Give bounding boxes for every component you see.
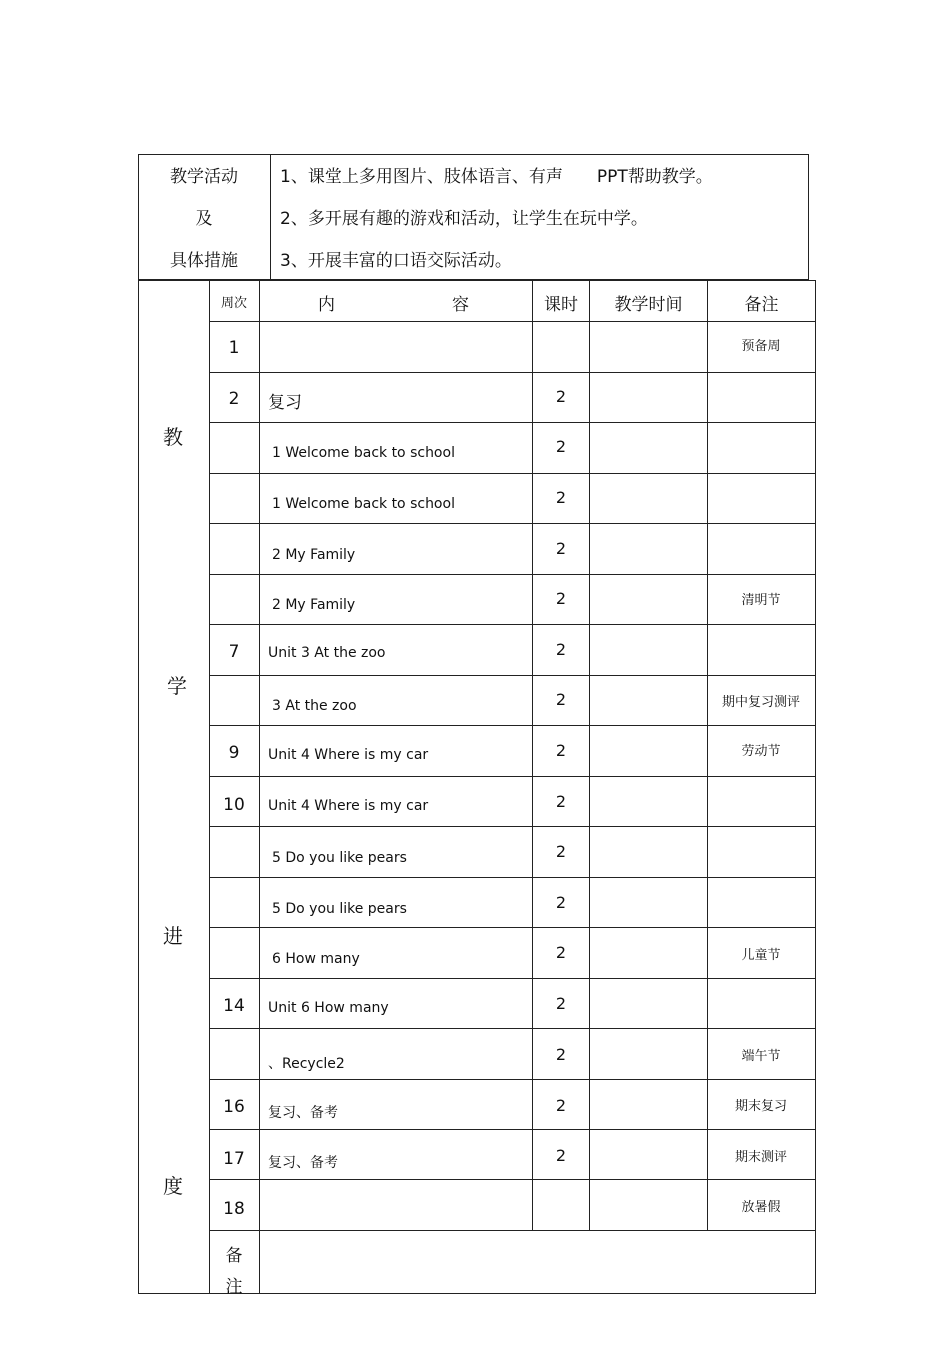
- row-note: 清明节: [741, 593, 781, 608]
- row-line: [209, 523, 816, 524]
- row-line: [209, 624, 816, 625]
- row-note: 期末复习: [734, 1099, 787, 1114]
- row-hours: 2: [555, 792, 567, 811]
- row-hours: 2: [555, 1146, 567, 1165]
- row-note: 端午节: [741, 1049, 781, 1064]
- row-content: 6 How many: [272, 951, 360, 967]
- remarks-label-char-1: 备: [225, 1246, 243, 1266]
- row-content: 1 Welcome back to school: [272, 445, 455, 461]
- row-week: 18: [223, 1199, 245, 1219]
- activities-divider: [270, 154, 271, 280]
- row-line: [209, 776, 816, 777]
- row-line: [209, 978, 816, 979]
- row-line: [209, 927, 816, 928]
- row-content: 5 Do you like pears: [272, 901, 407, 917]
- row-note: 预备周: [741, 339, 781, 354]
- col-line-week: [209, 280, 210, 1294]
- row-line: [209, 321, 816, 322]
- row-week: 2: [228, 389, 240, 409]
- activities-label-line2: 及: [195, 209, 213, 229]
- activities-label-line3: 具体措施: [170, 251, 238, 271]
- row-hours: 2: [555, 1096, 567, 1115]
- row-content: Unit 6 How many: [268, 1000, 389, 1016]
- row-week: 10: [223, 795, 245, 815]
- row-content: 复习、备考: [268, 1155, 338, 1171]
- row-hours: 2: [555, 437, 567, 456]
- row-hours: 2: [555, 690, 567, 709]
- row-hours: 2: [555, 589, 567, 608]
- row-content: 5 Do you like pears: [272, 850, 407, 866]
- row-note: 儿童节: [741, 948, 781, 963]
- row-line: [209, 725, 816, 726]
- row-hours: 2: [555, 994, 567, 1013]
- row-line: [209, 574, 816, 575]
- schedule-table: [138, 280, 816, 1294]
- activity-item-1: 1、课堂上多用图片、肢体语言、有声 PPT帮助教学。: [280, 167, 713, 187]
- row-content: 3 At the zoo: [272, 698, 357, 714]
- row-line: [209, 1129, 816, 1130]
- row-line: [209, 422, 816, 423]
- row-line: [209, 1179, 816, 1180]
- side-label-char-2: 学: [167, 674, 187, 698]
- header-hours: 课时: [544, 295, 578, 315]
- row-hours: 2: [555, 943, 567, 962]
- side-label-char-3: 进: [163, 924, 183, 948]
- row-week: 7: [228, 642, 240, 662]
- header-content-left: 内: [318, 295, 335, 315]
- row-line: [209, 877, 816, 878]
- row-note: 期中复习测评: [721, 695, 800, 710]
- row-content: Unit 4 Where is my car: [268, 798, 429, 814]
- row-note: 放暑假: [741, 1200, 781, 1215]
- col-line-content: [259, 280, 260, 1294]
- row-hours: 2: [555, 842, 567, 861]
- row-content: Unit 3 At the zoo: [268, 645, 386, 661]
- row-hours: 2: [555, 488, 567, 507]
- row-note: 期末测评: [734, 1150, 787, 1165]
- row-week: 1: [228, 338, 240, 358]
- activity-item-2: 2、多开展有趣的游戏和活动，让学生在玩中学。: [280, 209, 648, 229]
- header-time: 教学时间: [614, 295, 683, 315]
- row-line: [209, 826, 816, 827]
- header-week: 周次: [220, 296, 247, 311]
- side-label-char-4: 度: [163, 1174, 183, 1198]
- row-hours: 2: [555, 1045, 567, 1064]
- activity-item-3: 3、开展丰富的口语交际活动。: [280, 251, 512, 271]
- row-line: [209, 1230, 816, 1231]
- row-content: Unit 4 Where is my car: [268, 747, 429, 763]
- row-week: 17: [223, 1149, 245, 1169]
- row-line: [209, 1079, 816, 1080]
- remarks-label-char-2: 注: [225, 1277, 243, 1297]
- row-content: 1 Welcome back to school: [272, 496, 455, 512]
- row-hours: 2: [555, 893, 567, 912]
- row-content: 2 My Family: [272, 597, 356, 613]
- row-note: 劳动节: [741, 744, 781, 759]
- row-content: 2 My Family: [272, 547, 356, 563]
- header-content-right: 容: [452, 295, 469, 315]
- header-notes: 备注: [744, 295, 779, 315]
- row-content: 复习、备考: [268, 1105, 338, 1121]
- row-line: [209, 372, 816, 373]
- row-hours: 2: [555, 539, 567, 558]
- row-content: 复习: [268, 393, 302, 413]
- row-content: 、Recycle2: [268, 1056, 345, 1072]
- row-week: 16: [223, 1097, 245, 1117]
- row-hours: 2: [555, 640, 567, 659]
- row-line: [209, 675, 816, 676]
- row-week: 14: [223, 996, 245, 1016]
- row-line: [209, 1028, 816, 1029]
- side-label-char-1: 教: [163, 425, 183, 449]
- row-hours: 2: [555, 741, 567, 760]
- row-week: 9: [228, 743, 240, 763]
- activities-label-line1: 教学活动: [170, 167, 238, 187]
- row-hours: 2: [555, 387, 567, 406]
- row-line: [209, 473, 816, 474]
